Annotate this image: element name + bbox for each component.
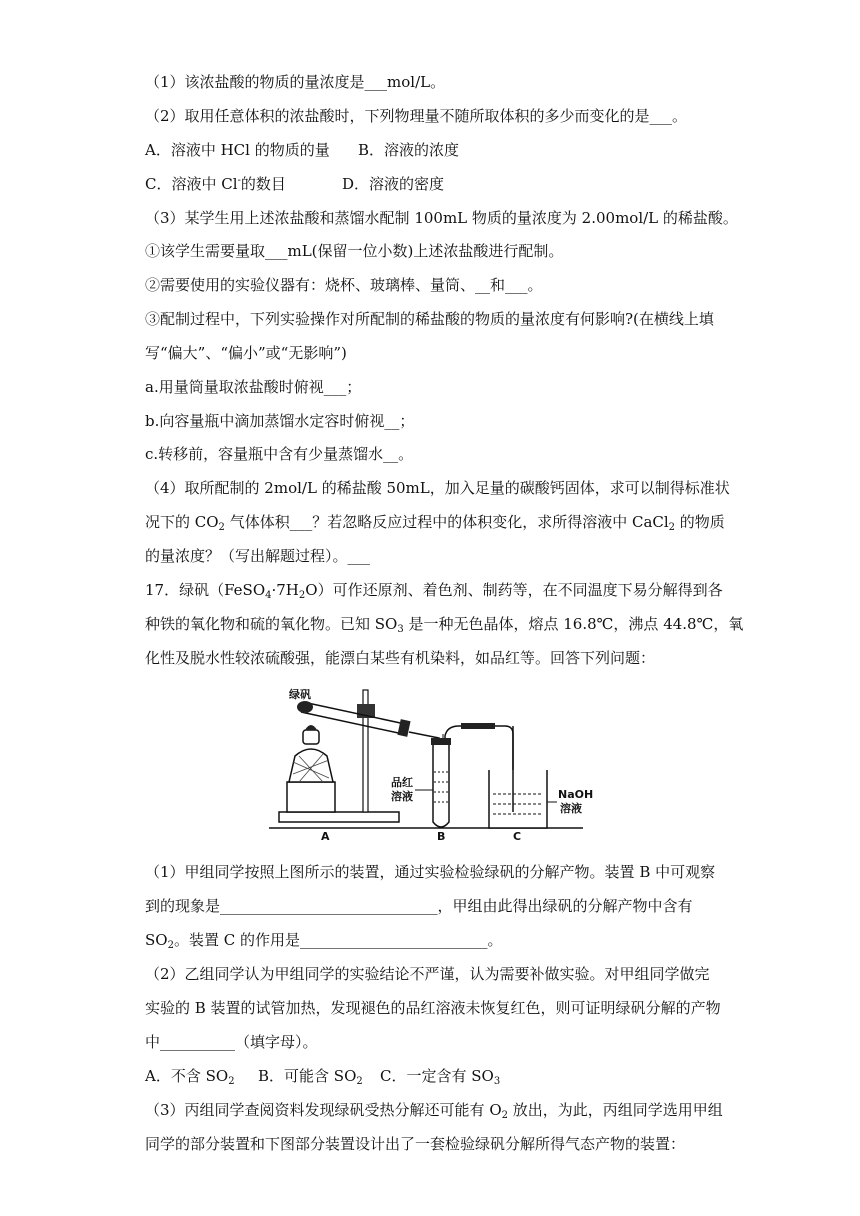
question-3: （3）某学生用上述浓盐酸和蒸馏水配制 100mL 物质的量浓度为 2.00mol/L 的稀盐酸。	[145, 209, 738, 227]
label-b: B	[437, 830, 446, 842]
question-3-3: ③配制过程中，下列实验操作对所配制的稀盐酸的物质的量浓度有何影响?(在横线上填	[145, 310, 714, 328]
label-c: C	[513, 830, 522, 842]
option-c: C．溶液中 Cl-的数目	[145, 175, 286, 193]
subq-2-option-c: C．一定含有 $SO_3$	[380, 1067, 501, 1087]
subq-3-cont: 同学的部分装置和下图部分装置设计出了一套检验绿矾分解所得气态产物的装置：	[145, 1135, 686, 1153]
option-a: A．溶液中 HCl 的物质的量	[145, 141, 330, 159]
subq-2-option-a: A．不含 $SO_2$	[145, 1067, 235, 1087]
option-d: D．溶液的密度	[342, 175, 445, 193]
question-3-1: ①该学生需要量取___mL(保留一位小数)上述浓盐酸进行配制。	[145, 242, 564, 260]
subq-1: （1）甲组同学按照上图所示的装置，通过实验检验绿矾的分解产物。装置 B 中可观察	[145, 863, 716, 881]
question-17-cont: 种铁的氧化物和硫的氧化物。已知 $SO_3$ 是一种无色晶体，熔点 16.8℃，沸点 44.8℃，氧	[145, 615, 744, 635]
question-3-3-cont: 写“偏大”、“偏小”或“无影响”)	[145, 344, 347, 362]
question-2: （2）取用任意体积的浓盐酸时，下列物理量不随所取体积的多少而变化的是___。	[145, 107, 688, 125]
subq-1-cont2: $SO_2$。装置 C 的作用是_________________________。	[145, 931, 503, 951]
subq-2: （2）乙组同学认为甲组同学的实验结论不严谨，认为需要补做实验。对甲组同学做完	[145, 965, 710, 983]
subq-2-option-b: B．可能含 $SO_2$	[258, 1067, 363, 1087]
question-17-cont2: 化性及脱水性较浓硫酸强，能漂白某些有机染料，如品红等。回答下列问题：	[145, 649, 656, 667]
question-3-b: b.向容量瓶中滴加蒸馏水定容时俯视__；	[145, 412, 415, 430]
label-a: A	[321, 830, 330, 842]
subq-2-cont: 实验的 B 装置的试管加热，发现褪色的品红溶液未恢复红色，则可证明绿矾分解的产物	[145, 999, 721, 1017]
label-pinhong-2: 溶液	[391, 790, 413, 803]
question-17: 17．绿矾$(FeSO_4\cdot 7H_2O)$可作还原剂、着色剂、制药等，在不同温度下易分解得到各	[145, 581, 723, 601]
beaker-c	[489, 770, 547, 828]
stand-base	[279, 812, 399, 822]
apparatus-figure	[265, 682, 595, 842]
question-3-2: ②需要使用的实验仪器有：烧杯、玻璃棒、量筒、__和___。	[145, 276, 543, 294]
label-lvfan: 绿矾	[289, 688, 311, 701]
subq-1-cont: 到的现象是_____________________________，甲组由此得出绿矾的分解产物中含有	[145, 897, 693, 915]
lamp-block	[287, 782, 335, 812]
question-4-cont: 况下的 $CO_2$ 气体体积___？若忽略反应过程中的体积变化，求所得溶液中 CaCl$_2$ 的物质	[145, 513, 725, 533]
option-b: B．溶液的浓度	[358, 141, 460, 159]
question-4: （4）取所配制的 2mol/L 的稀盐酸 50mL，加入足量的碳酸钙固体，求可以制得标准状	[145, 479, 730, 497]
label-naoh: NaOH	[558, 788, 594, 801]
subq-2-cont2: 中__________（填字母）。	[145, 1033, 318, 1051]
label-naoh-2: 溶液	[560, 802, 582, 815]
subq-3: （3）丙组同学查阅资料发现绿矾受热分解还可能有 $O_2$ 放出，为此，丙组同学选用甲组	[145, 1101, 723, 1121]
question-1: （1）该浓盐酸的物质的量浓度是___mol/L。	[145, 73, 446, 91]
question-4-cont2: 的量浓度？（写出解题过程）。___	[145, 547, 371, 565]
label-pinhong: 品红	[391, 776, 413, 789]
question-3-a: a.用量筒量取浓盐酸时俯视___；	[145, 378, 362, 396]
test-tube-b	[433, 742, 449, 827]
question-3-c: c.转移前，容量瓶中含有少量蒸馏水__。	[145, 445, 414, 463]
